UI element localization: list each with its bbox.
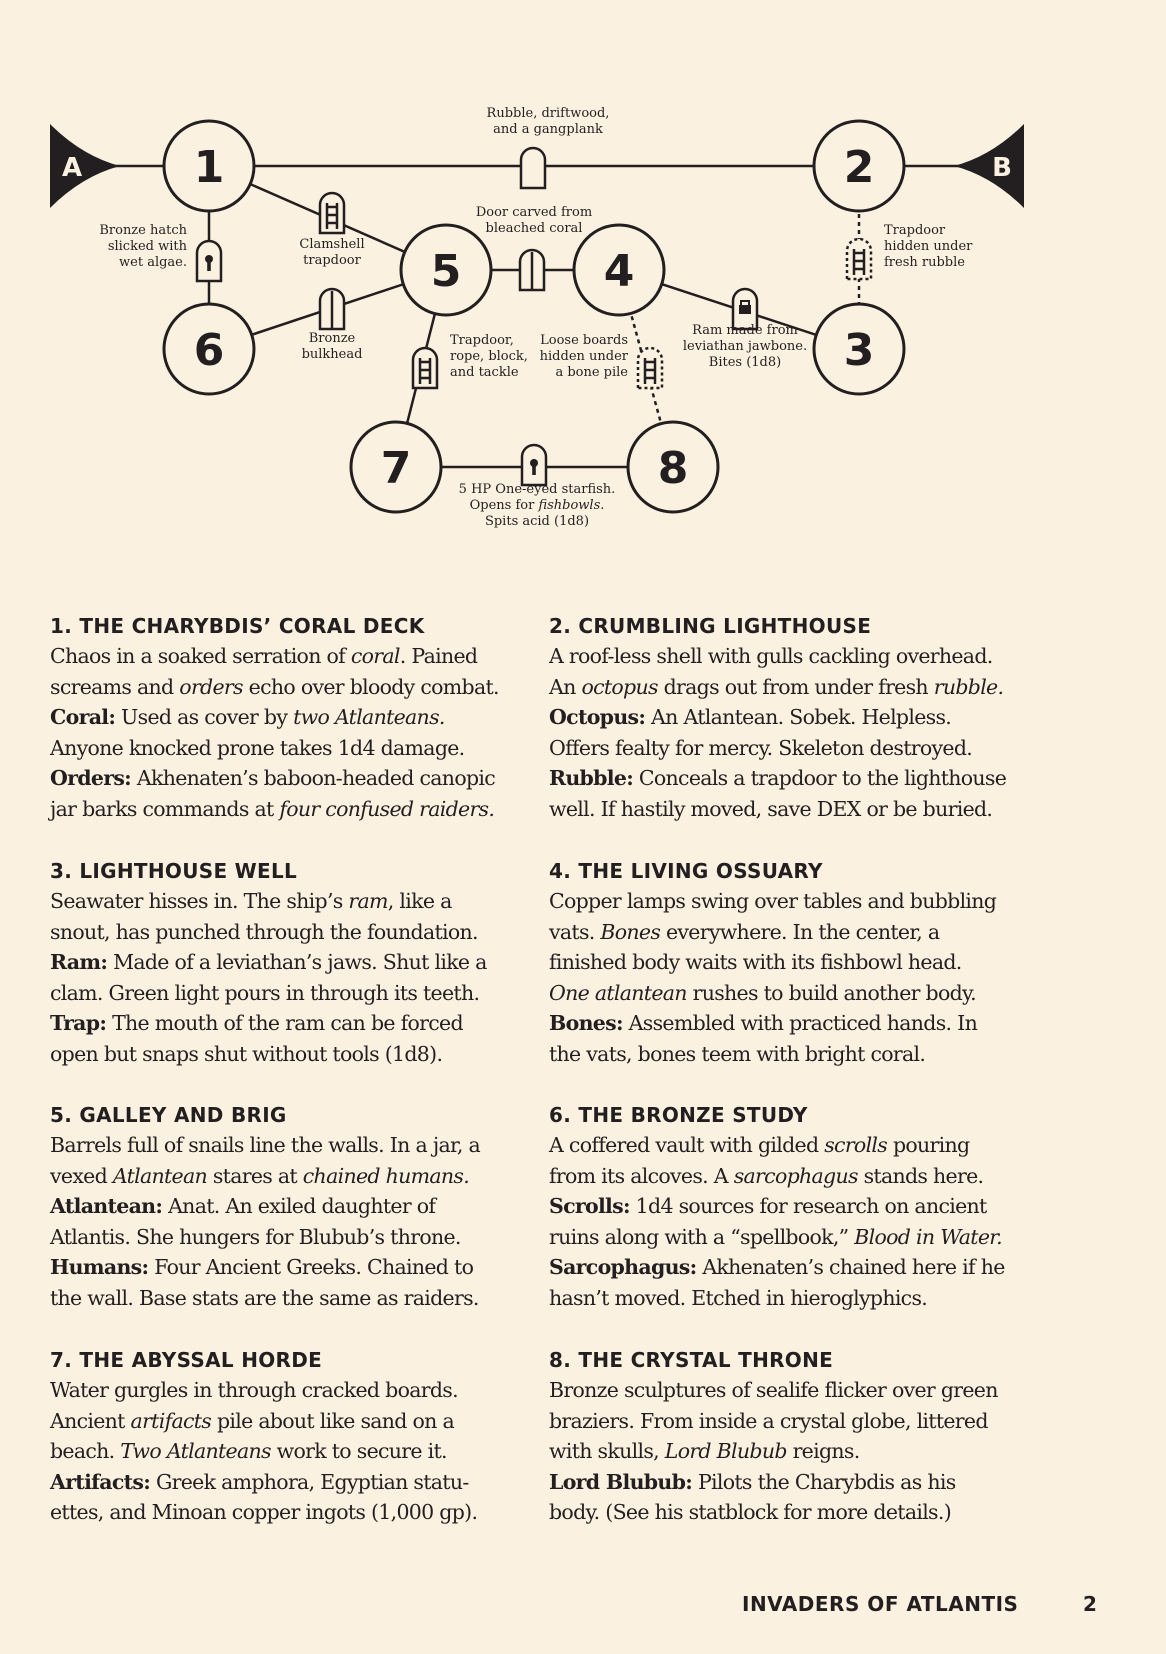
emphasis-text: orders bbox=[179, 674, 243, 699]
connection-label: Loose boards hidden under a bone pile bbox=[539, 333, 628, 380]
body-text: Pilots the Charybdis as his bbox=[692, 1469, 956, 1494]
body-text: Anat. An exiled daughter of bbox=[162, 1194, 436, 1218]
emphasis-text: rubble. bbox=[933, 674, 1004, 699]
connection-label: Door carved from bleached coral bbox=[475, 205, 593, 236]
room-body bbox=[549, 1375, 1019, 1528]
emphasis-text: ram bbox=[348, 889, 388, 913]
body-text: body. (See his statblock for more details.) bbox=[549, 1500, 951, 1524]
keyword-label: Scrolls: bbox=[549, 1194, 630, 1218]
body-text: Made of a leviathan’s jaws. Shut like a bbox=[107, 950, 487, 974]
room-body bbox=[549, 1130, 1019, 1313]
entrance-label: A bbox=[61, 153, 83, 183]
emphasis-text: Blood in Water. bbox=[854, 1224, 1002, 1249]
keyword-label: Rubble: bbox=[549, 766, 634, 790]
emphasis-text: Two Atlanteans bbox=[120, 1439, 271, 1463]
room-section-1 bbox=[50, 613, 520, 824]
keyword-label: Sarcophagus: bbox=[549, 1255, 697, 1279]
locked-door-icon bbox=[522, 445, 546, 485]
room-section-3 bbox=[50, 858, 520, 1069]
emphasis-text: two Atlanteans. bbox=[293, 705, 445, 729]
body-text: beach. bbox=[50, 1439, 121, 1463]
keyword-label: Ram: bbox=[50, 950, 108, 974]
keyword-label: Bones: bbox=[549, 1011, 623, 1035]
room-section-7 bbox=[50, 1347, 520, 1528]
body-text: The mouth of the ram can be forced bbox=[106, 1011, 463, 1035]
body-text: snout, has punched through the foundation. bbox=[50, 919, 478, 944]
room-body bbox=[50, 641, 520, 824]
emphasis-text: Atlantean bbox=[112, 1163, 208, 1188]
dungeon-map bbox=[0, 0, 1166, 560]
emphasis-text: One atlantean bbox=[549, 980, 687, 1005]
body-text: Anyone knocked prone takes 1d4 damage. bbox=[50, 735, 465, 760]
body-text: Barrels full of snails line the walls. In a jar, a bbox=[50, 1133, 480, 1157]
keyword-label: Trap: bbox=[50, 1011, 107, 1035]
body-text: Copper lamps swing over tables and bubbling bbox=[549, 889, 997, 913]
room-number: 7 bbox=[380, 443, 412, 494]
body-text: Greek amphora, Egyptian statu- bbox=[150, 1469, 469, 1494]
body-text: hasn’t moved. Etched in hieroglyphics. bbox=[549, 1285, 928, 1310]
body-text: drags out from under fresh bbox=[657, 674, 934, 699]
room-section-4 bbox=[549, 858, 1019, 1069]
body-text: Four Ancient Greeks. Chained to bbox=[148, 1255, 474, 1279]
emphasis-text: coral bbox=[350, 644, 400, 668]
body-text: Atlantis. She hungers for Blubub’s throne. bbox=[50, 1224, 461, 1249]
body-text: braziers. From inside a crystal globe, littered bbox=[549, 1408, 988, 1433]
connection-label: 5 HP One-eyed starfish. Opens for fishbowls. Spits acid (1d8) bbox=[458, 482, 616, 529]
trapdoor-door-icon bbox=[320, 193, 344, 233]
room-title: 2. CRUMBLING LIGHTHOUSE bbox=[549, 614, 872, 638]
emphasis-text: scrolls bbox=[824, 1133, 888, 1157]
body-text: A roof-less shell with gulls cackling overhead. bbox=[549, 644, 993, 668]
room-number: 1 bbox=[193, 142, 225, 193]
body-text: reigns. bbox=[786, 1439, 860, 1463]
room-number: 3 bbox=[843, 325, 875, 376]
keyword-label: Orders: bbox=[50, 766, 132, 790]
room-body bbox=[50, 1375, 520, 1528]
room-title: 4. THE LIVING OSSUARY bbox=[549, 859, 823, 883]
room-title: 7. THE ABYSSAL HORDE bbox=[50, 1348, 323, 1372]
body-text: vats. bbox=[549, 919, 601, 944]
connection-label: Bronze bulkhead bbox=[301, 331, 363, 362]
room-section-8 bbox=[549, 1347, 1019, 1528]
keyword-label: Octopus: bbox=[549, 705, 646, 729]
body-text: with skulls, bbox=[549, 1439, 665, 1463]
room-node-1 bbox=[164, 121, 254, 211]
body-text: stands here. bbox=[857, 1163, 984, 1188]
room-body bbox=[549, 886, 1019, 1069]
hidden-trapdoor-door-icon bbox=[638, 348, 662, 388]
double-door-icon bbox=[320, 289, 344, 329]
emphasis-text: four confused raiders. bbox=[279, 796, 495, 821]
body-text: stares at bbox=[207, 1163, 303, 1188]
room-body bbox=[549, 641, 1019, 824]
room-number: 8 bbox=[657, 443, 689, 494]
keyword-label: Coral: bbox=[50, 705, 116, 729]
emphasis-text: sarcophagus bbox=[733, 1163, 858, 1188]
room-node-8 bbox=[628, 422, 718, 512]
connection-label: Trapdoor hidden under fresh rubble bbox=[884, 223, 973, 270]
emphasis-text: Lord Blubub bbox=[664, 1439, 787, 1463]
connection-label: Bronze hatch slicked with wet algae. bbox=[99, 223, 187, 270]
body-text: Offers fealty for mercy. Skeleton destroyed. bbox=[549, 735, 973, 760]
body-text: jar barks commands at bbox=[50, 796, 280, 821]
emphasis-text: chained humans. bbox=[302, 1163, 470, 1188]
body-text: from its alcoves. A bbox=[549, 1163, 734, 1188]
room-node-7 bbox=[351, 422, 441, 512]
entrance-a-marker bbox=[50, 124, 120, 208]
body-text: rushes to build another body. bbox=[686, 980, 976, 1005]
body-text: well. If hastily moved, save DEX or be buried. bbox=[549, 796, 993, 821]
emphasis-text: Bones bbox=[600, 919, 661, 944]
body-text: Used as cover by bbox=[115, 705, 294, 729]
connection-label: Clamshell trapdoor bbox=[299, 237, 365, 268]
body-text: pile about like sand on a bbox=[211, 1408, 455, 1433]
keyword-label: Lord Blubub: bbox=[549, 1469, 693, 1494]
body-text: everywhere. In the center, a bbox=[660, 919, 940, 944]
footer-title: INVADERS OF ATLANTIS bbox=[742, 1592, 1019, 1616]
entrance-b-marker bbox=[954, 124, 1024, 208]
room-node-5 bbox=[401, 225, 491, 315]
room-title: 3. LIGHTHOUSE WELL bbox=[50, 859, 298, 883]
connection-label: Ram made from leviathan jawbone. Bites (1d8) bbox=[682, 323, 808, 370]
page-number: 2 bbox=[1083, 1592, 1097, 1616]
room-number: 5 bbox=[430, 246, 462, 297]
body-text: Conceals a trapdoor to the lighthouse bbox=[633, 766, 1007, 790]
body-text: screams and bbox=[50, 674, 180, 699]
keyword-label: Atlantean: bbox=[50, 1194, 163, 1218]
locked-door-icon bbox=[197, 241, 221, 281]
room-title: 5. GALLEY AND BRIG bbox=[50, 1103, 287, 1127]
body-text: open but snaps shut without tools (1d8). bbox=[50, 1041, 443, 1066]
body-text: finished body waits with its fishbowl head. bbox=[549, 950, 962, 974]
room-section-6 bbox=[549, 1102, 1019, 1313]
body-text: echo over bloody combat. bbox=[242, 674, 499, 699]
hidden-trapdoor-door-icon bbox=[847, 239, 871, 279]
body-text: 1d4 sources for research on ancient bbox=[629, 1194, 987, 1218]
body-text: clam. Green light pours in through its teeth. bbox=[50, 980, 480, 1005]
room-node-2 bbox=[814, 121, 904, 211]
double-door-icon bbox=[520, 250, 544, 290]
room-body bbox=[50, 1130, 520, 1313]
body-text: Bronze sculptures of sealife flicker over green bbox=[549, 1378, 998, 1402]
body-text: , like a bbox=[387, 889, 452, 913]
body-text: Chaos in a soaked serration of bbox=[50, 644, 351, 668]
room-number: 4 bbox=[603, 246, 635, 297]
body-text: A coffered vault with gilded bbox=[549, 1133, 825, 1157]
keyword-label: Artifacts: bbox=[50, 1469, 151, 1494]
room-section-2 bbox=[549, 613, 1019, 824]
trapdoor-door-icon bbox=[413, 348, 437, 388]
room-title: 6. THE BRONZE STUDY bbox=[549, 1103, 808, 1127]
body-text: Water gurgles in through cracked boards. bbox=[50, 1378, 458, 1402]
room-number: 2 bbox=[843, 142, 875, 193]
body-text: ruins along with a “spellbook,” bbox=[549, 1224, 855, 1249]
emphasis-text: octopus bbox=[581, 674, 658, 699]
body-text: Akhenaten’s chained here if he bbox=[696, 1255, 1005, 1279]
body-text: ettes, and Minoan copper ingots (1,000 gp). bbox=[50, 1500, 478, 1524]
body-text: An Atlantean. Sobek. Helpless. bbox=[645, 705, 952, 729]
body-text: . Pained bbox=[399, 644, 478, 668]
entrance-label: B bbox=[992, 153, 1012, 183]
body-text: the wall. Base stats are the same as raiders. bbox=[50, 1285, 479, 1310]
body-text: vexed bbox=[50, 1163, 113, 1188]
room-body bbox=[50, 886, 520, 1069]
connection-label: Rubble, driftwood, and a gangplank bbox=[486, 106, 610, 137]
room-node-6 bbox=[164, 304, 254, 394]
room-title: 8. THE CRYSTAL THRONE bbox=[549, 1348, 834, 1372]
room-node-3 bbox=[814, 304, 904, 394]
body-text: pouring bbox=[887, 1133, 970, 1157]
body-text: Ancient bbox=[50, 1408, 131, 1433]
body-text: Seawater hisses in. The ship’s bbox=[50, 889, 349, 913]
body-text: work to secure it. bbox=[270, 1439, 447, 1463]
room-node-4 bbox=[574, 225, 664, 315]
room-section-5 bbox=[50, 1102, 520, 1313]
body-text: An bbox=[549, 674, 582, 699]
body-text: the vats, bones teem with bright coral. bbox=[549, 1041, 926, 1066]
keyword-label: Humans: bbox=[50, 1255, 149, 1279]
connection-label: Trapdoor, rope, block, and tackle bbox=[450, 333, 528, 380]
room-title: 1. THE CHARYBDIS’ CORAL DECK bbox=[50, 614, 425, 638]
room-number: 6 bbox=[193, 325, 225, 376]
emphasis-text: artifacts bbox=[130, 1408, 212, 1433]
body-text: Assembled with practiced hands. In bbox=[622, 1011, 978, 1035]
body-text: Akhenaten’s baboon-headed canopic bbox=[131, 766, 496, 790]
arch-door-icon bbox=[521, 148, 545, 188]
